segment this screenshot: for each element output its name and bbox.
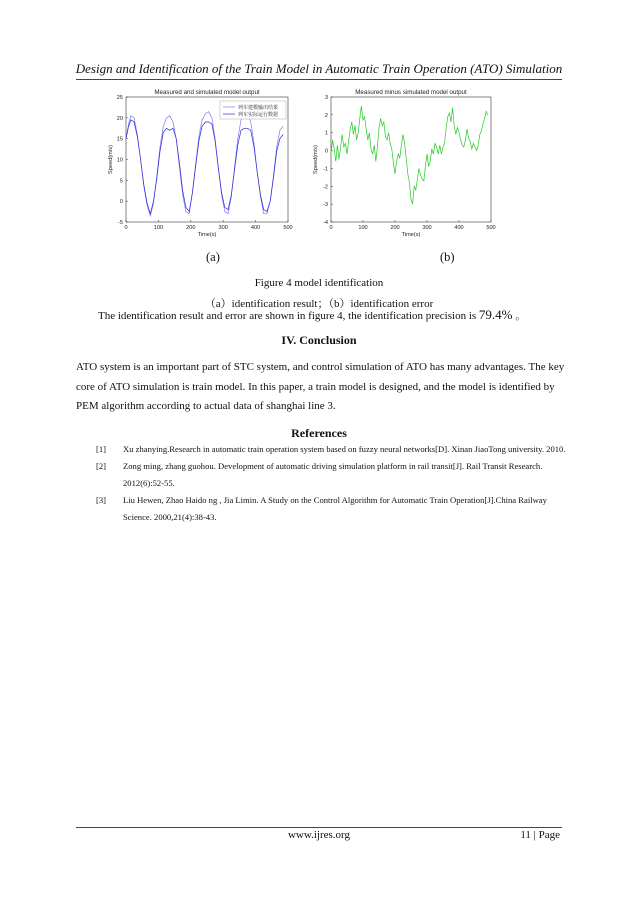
y-tick-label: 0 [119,199,123,206]
y-tick-label: -2 [323,184,328,191]
y-tick-label: 1 [324,130,328,137]
y-tick-label: 15 [116,136,123,143]
results-text-end: 。 [512,310,527,322]
figure-b [305,86,500,241]
conclusion-line-2: core of ATO simulation is train model. In this paper, a train model is designed, and the model is identified by [76,381,555,393]
x-axis-label: Time(s) [197,232,217,238]
reference-text: Science. 2000,21(4):38-43. [123,512,217,522]
y-tick-label: -4 [323,220,328,226]
x-tick-label: 500 [283,225,293,231]
x-tick-label: 400 [250,225,261,231]
y-tick-label: -1 [323,166,328,173]
conclusion-line-3: PEM algorithm according to actual data of shanghai line 3. [76,400,336,412]
x-tick-label: 300 [218,225,228,231]
references-heading: References [291,426,347,440]
x-tick-label: 200 [186,225,196,231]
reference-number: [3] [96,495,107,505]
y-tick-label: 10 [116,157,123,164]
y-tick-label: -3 [323,202,328,209]
legend-label: 列车实际运行数据 [238,112,279,118]
x-tick-label: 300 [422,225,432,231]
x-tick-label: 0 [329,225,333,231]
figure-a [100,86,300,241]
chart-identification-error [305,86,500,241]
chart-title: Measured minus simulated model output [355,89,467,96]
y-tick-label: 20 [116,115,123,122]
header-rule [76,79,562,80]
conclusion-line-1: ATO system is an important part of STC system, and control simulation of ATO has many advantages. The key [76,361,565,373]
chart-title: Measured and simulated model output [154,89,260,96]
y-tick-label: 2 [324,112,328,119]
y-tick-label: -5 [118,220,123,226]
y-tick-label: 25 [116,95,123,101]
reference-text: Liu Hewen, Zhao Haido ng , Jia Limin. A Study on the Control Algorithm for Automatic Train Operation[J].China Railway [123,495,547,505]
x-tick-label: 100 [358,225,368,231]
results-sentence [98,305,568,326]
y-axis-label: Speed(m/s) [108,145,114,174]
reference-3-cont [96,509,596,529]
legend-label: 列车建模输出结果 [238,105,279,111]
figure-caption: Figure 4 model identification [254,277,384,289]
x-tick-label: 400 [454,225,464,231]
x-tick-label: 100 [153,225,164,231]
footer-site: www.ijres.org [287,829,351,841]
footer-page-number: 11 | Page [520,829,560,841]
y-tick-label: 5 [119,178,123,185]
y-axis-label: Speed(m/s) [313,145,319,174]
reference-number: [2] [96,461,107,471]
x-tick-label: 500 [486,225,496,231]
figure-subcaption: （a）identification result；（b）identification error [204,298,434,310]
x-tick-label: 0 [124,225,128,231]
results-text: The identification result and error are shown in figure 4, the identification precision is [98,310,479,322]
x-tick-label: 200 [390,225,400,231]
x-axis-label: Time(s) [401,232,421,238]
y-tick-label: 3 [324,95,328,101]
conclusion-heading: IV. Conclusion [281,333,357,347]
chart-identification-result [100,86,300,241]
figure-b-label: (b) [440,250,455,264]
y-tick-label: 0 [324,148,328,155]
figure-a-label: (a) [206,250,220,264]
running-header: Design and Identification of the Train Model in Automatic Train Operation (ATO) Simulation [75,61,563,76]
plot-area [331,97,491,222]
reference-text: 2012(6):52-55. [123,478,175,488]
footer-rule [76,827,562,828]
reference-number: [1] [96,444,107,454]
reference-text: Xu zhanying.Research in automatic train operation system based on fuzzy neural networks[D]. Xinan JiaoTong university. 2010. [123,444,566,454]
reference-text: Zong ming, zhang guohou. Development of automatic driving simulation platform in rail transit[J]. Rail Transit Research. [123,461,543,471]
precision-value: 79.4% [478,307,513,322]
